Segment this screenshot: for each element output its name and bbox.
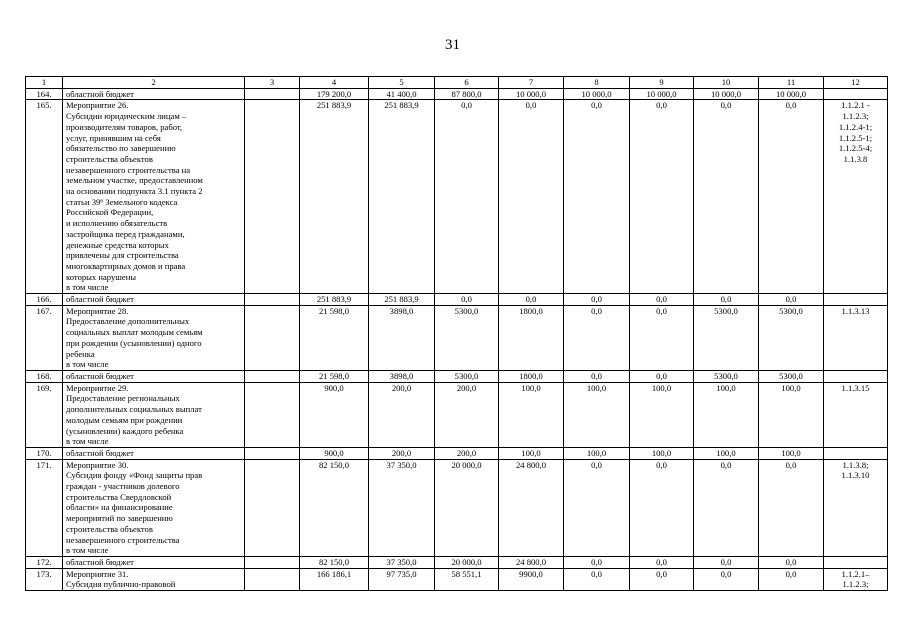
amount-cell: 0,0 xyxy=(630,568,694,590)
amount-cell xyxy=(245,100,300,294)
amount-cell: 82 150,0 xyxy=(300,556,369,568)
table-row xyxy=(26,305,888,370)
row-number: 168. xyxy=(26,370,63,382)
amount-cell: 37 350,0 xyxy=(369,556,435,568)
row-description: областной бюджет xyxy=(63,88,245,100)
target-code: 1.1.2.1 - 1.1.2.3; 1.1.2.4-1; 1.1.2.5-1; 1.1.2.5-4; 1.1.3.8 xyxy=(824,100,888,294)
row-description: областной бюджет xyxy=(63,556,245,568)
amount-cell: 0,0 xyxy=(564,100,630,294)
amount-cell: 24 800,0 xyxy=(499,459,564,556)
target-code: 1.1.3.13 xyxy=(824,305,888,370)
amount-cell xyxy=(245,382,300,447)
amount-cell: 10 000,0 xyxy=(499,88,564,100)
table-row xyxy=(26,568,888,590)
target-code: 1.1.3.8; 1.1.3.10 xyxy=(824,459,888,556)
row-description: Мероприятие 30. Субсидия фонду «Фонд защиты прав граждан - участников долевого строительства Свердловской области» на финансирование мероприятий по завершению строительства объектов незавершенного строительства в том числе xyxy=(63,459,245,556)
amount-cell: 20 000,0 xyxy=(435,459,499,556)
amount-cell xyxy=(245,305,300,370)
table-row xyxy=(26,294,888,306)
column-header: 3 xyxy=(245,77,300,89)
target-code xyxy=(824,447,888,459)
amount-cell: 5300,0 xyxy=(435,370,499,382)
amount-cell: 251 883,9 xyxy=(300,100,369,294)
row-number: 164. xyxy=(26,88,63,100)
amount-cell: 0,0 xyxy=(630,370,694,382)
table-row xyxy=(26,382,888,447)
column-header: 7 xyxy=(499,77,564,89)
amount-cell: 97 735,0 xyxy=(369,568,435,590)
amount-cell: 0,0 xyxy=(499,100,564,294)
amount-cell: 0,0 xyxy=(759,459,824,556)
amount-cell: 100,0 xyxy=(564,447,630,459)
amount-cell: 82 150,0 xyxy=(300,459,369,556)
table-row xyxy=(26,100,888,294)
column-header: 11 xyxy=(759,77,824,89)
amount-cell: 5300,0 xyxy=(435,305,499,370)
amount-cell: 100,0 xyxy=(499,447,564,459)
table-row xyxy=(26,459,888,556)
page-number: 31 xyxy=(445,37,460,53)
header-row xyxy=(26,77,888,89)
amount-cell: 0,0 xyxy=(759,294,824,306)
amount-cell: 21 598,0 xyxy=(300,305,369,370)
amount-cell: 100,0 xyxy=(694,447,759,459)
amount-cell: 100,0 xyxy=(630,447,694,459)
amount-cell: 0,0 xyxy=(630,556,694,568)
amount-cell xyxy=(245,447,300,459)
amount-cell: 0,0 xyxy=(564,370,630,382)
table-row xyxy=(26,370,888,382)
row-number: 165. xyxy=(26,100,63,294)
amount-cell: 900,0 xyxy=(300,382,369,447)
amount-cell: 0,0 xyxy=(630,305,694,370)
amount-cell xyxy=(245,294,300,306)
amount-cell: 0,0 xyxy=(694,100,759,294)
amount-cell: 166 186,1 xyxy=(300,568,369,590)
target-code: 1.1.3.15 xyxy=(824,382,888,447)
column-header: 1 xyxy=(26,77,63,89)
column-header: 5 xyxy=(369,77,435,89)
amount-cell: 179 200,0 xyxy=(300,88,369,100)
amount-cell: 100,0 xyxy=(630,382,694,447)
column-header: 9 xyxy=(630,77,694,89)
amount-cell: 200,0 xyxy=(369,447,435,459)
amount-cell: 200,0 xyxy=(369,382,435,447)
amount-cell xyxy=(245,88,300,100)
amount-cell: 251 883,9 xyxy=(369,294,435,306)
amount-cell: 0,0 xyxy=(564,556,630,568)
row-number: 169. xyxy=(26,382,63,447)
amount-cell: 900,0 xyxy=(300,447,369,459)
amount-cell xyxy=(245,568,300,590)
row-number: 166. xyxy=(26,294,63,306)
row-number: 172. xyxy=(26,556,63,568)
amount-cell: 200,0 xyxy=(435,447,499,459)
amount-cell: 41 400,0 xyxy=(369,88,435,100)
row-description: областной бюджет xyxy=(63,447,245,459)
amount-cell: 37 350,0 xyxy=(369,459,435,556)
amount-cell: 24 800,0 xyxy=(499,556,564,568)
amount-cell: 100,0 xyxy=(564,382,630,447)
amount-cell: 3898,0 xyxy=(369,370,435,382)
amount-cell: 10 000,0 xyxy=(759,88,824,100)
amount-cell: 3898,0 xyxy=(369,305,435,370)
row-description: областной бюджет xyxy=(63,370,245,382)
amount-cell: 5300,0 xyxy=(694,370,759,382)
amount-cell: 0,0 xyxy=(630,294,694,306)
amount-cell: 0,0 xyxy=(694,459,759,556)
amount-cell: 87 800,0 xyxy=(435,88,499,100)
amount-cell: 0,0 xyxy=(564,459,630,556)
row-number: 170. xyxy=(26,447,63,459)
amount-cell: 10 000,0 xyxy=(564,88,630,100)
target-code xyxy=(824,370,888,382)
row-number: 171. xyxy=(26,459,63,556)
row-description: областной бюджет xyxy=(63,294,245,306)
amount-cell: 0,0 xyxy=(435,294,499,306)
amount-cell: 100,0 xyxy=(759,382,824,447)
amount-cell: 5300,0 xyxy=(694,305,759,370)
amount-cell xyxy=(245,556,300,568)
table-row xyxy=(26,556,888,568)
amount-cell: 100,0 xyxy=(499,382,564,447)
amount-cell: 9900,0 xyxy=(499,568,564,590)
amount-cell: 200,0 xyxy=(435,382,499,447)
amount-cell: 0,0 xyxy=(564,568,630,590)
target-code xyxy=(824,556,888,568)
amount-cell: 251 883,9 xyxy=(369,100,435,294)
amount-cell: 20 000,0 xyxy=(435,556,499,568)
column-header: 6 xyxy=(435,77,499,89)
amount-cell: 251 883,9 xyxy=(300,294,369,306)
budget-table xyxy=(25,76,888,591)
column-header: 10 xyxy=(694,77,759,89)
amount-cell: 21 598,0 xyxy=(300,370,369,382)
column-header: 8 xyxy=(564,77,630,89)
amount-cell xyxy=(245,370,300,382)
amount-cell xyxy=(245,459,300,556)
amount-cell: 5300,0 xyxy=(759,305,824,370)
amount-cell: 0,0 xyxy=(499,294,564,306)
amount-cell: 58 551,1 xyxy=(435,568,499,590)
amount-cell: 0,0 xyxy=(435,100,499,294)
target-code: 1.1.2.1– 1.1.2.3; xyxy=(824,568,888,590)
row-description: Мероприятие 28. Предоставление дополнительных социальных выплат молодым семьям при рождении (усыновлении) одного ребенка в том числе xyxy=(63,305,245,370)
amount-cell: 0,0 xyxy=(694,568,759,590)
amount-cell: 0,0 xyxy=(630,459,694,556)
amount-cell: 100,0 xyxy=(694,382,759,447)
row-number: 167. xyxy=(26,305,63,370)
amount-cell: 0,0 xyxy=(759,100,824,294)
amount-cell: 100,0 xyxy=(759,447,824,459)
amount-cell: 0,0 xyxy=(759,568,824,590)
column-header: 4 xyxy=(300,77,369,89)
amount-cell: 0,0 xyxy=(759,556,824,568)
row-description: Мероприятие 31. Субсидия публично-правовой xyxy=(63,568,245,590)
target-code xyxy=(824,88,888,100)
row-description: Мероприятие 26. Субсидии юридическим лицам – производителям товаров, работ, услуг, принявшим на себя обязательство по завершению строительства объектов незавершенного строительства на земельном участке, предоставленном на основании подпункта 3.1 пункта 2 статьи 39⁶ Земельного кодекса Российской Федерации, и исполнению обязательств застройщика перед гражданами, денежные средства которых привлечены для строительства многоквартирных домов и права которых нарушены в том числе xyxy=(63,100,245,294)
table-row xyxy=(26,88,888,100)
row-description: Мероприятие 29. Предоставление региональных дополнительных социальных выплат молодым семьям при рождении (усыновлении) каждого ребенка в том числе xyxy=(63,382,245,447)
column-header: 12 xyxy=(824,77,888,89)
amount-cell: 0,0 xyxy=(564,294,630,306)
column-header: 2 xyxy=(63,77,245,89)
amount-cell: 0,0 xyxy=(630,100,694,294)
amount-cell: 0,0 xyxy=(694,556,759,568)
table-row xyxy=(26,447,888,459)
amount-cell: 5300,0 xyxy=(759,370,824,382)
amount-cell: 0,0 xyxy=(694,294,759,306)
target-code xyxy=(824,294,888,306)
amount-cell: 10 000,0 xyxy=(694,88,759,100)
amount-cell: 0,0 xyxy=(564,305,630,370)
amount-cell: 10 000,0 xyxy=(630,88,694,100)
row-number: 173. xyxy=(26,568,63,590)
amount-cell: 1800,0 xyxy=(499,305,564,370)
amount-cell: 1800,0 xyxy=(499,370,564,382)
